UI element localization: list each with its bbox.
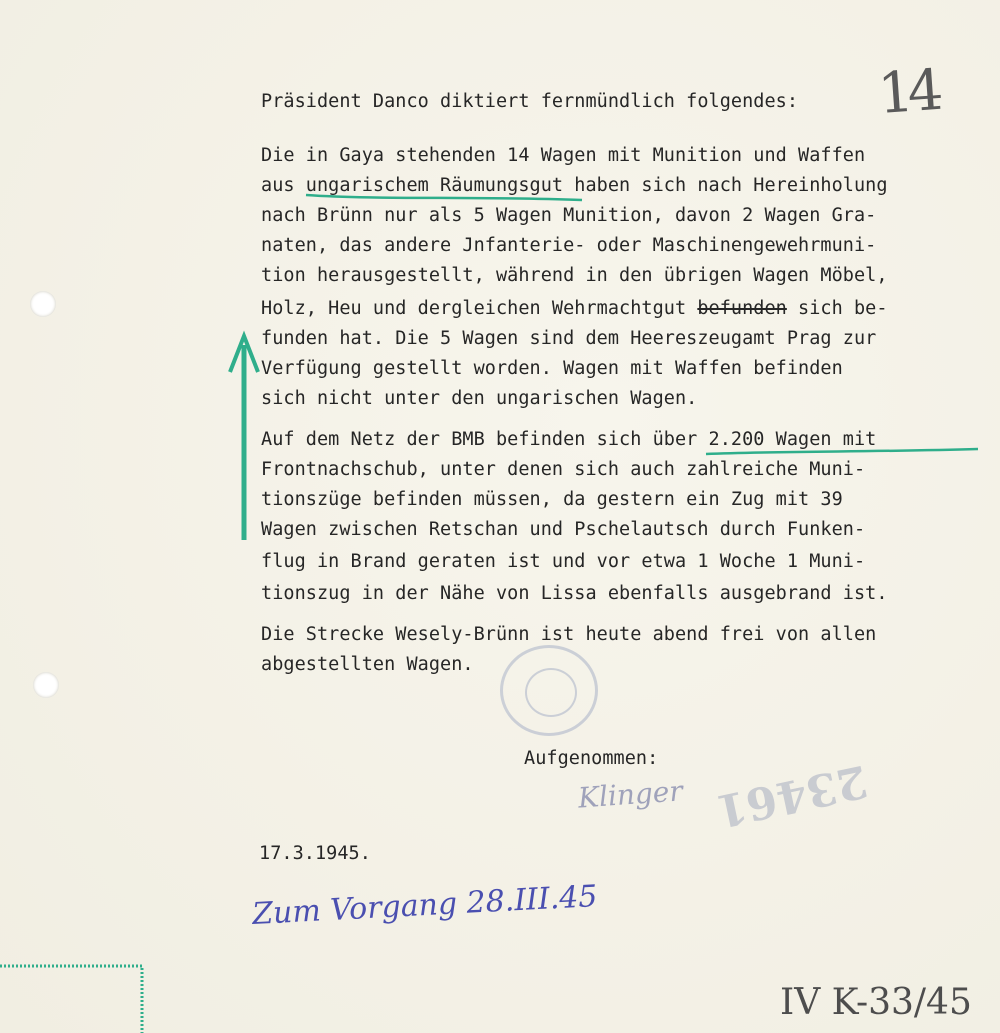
text-line: tionszug in der Nähe von Lissa ebenfalls ausgebrand ist. [261, 583, 888, 604]
stamp-number: 23461 [711, 754, 872, 837]
text-line: funden hat. Die 5 Wagen sind dem Heereszeugamt Prag zur [261, 328, 877, 349]
text-line: sich nicht unter den ungarischen Wagen. [261, 388, 698, 409]
underline-raeumungsgut [306, 195, 582, 200]
text-fragment: sich be- [786, 298, 888, 319]
file-reference: IV K-33/45 [780, 982, 972, 1023]
recorded-label: Aufgenommen: [524, 748, 659, 769]
text-line: abgestellten Wagen. [261, 654, 474, 675]
text-line: Die in Gaya stehenden 14 Wagen mit Munition und Waffen [261, 145, 866, 166]
document-date: 17.3.1945. [259, 843, 371, 864]
handwritten-note: Zum Vorgang 28.III.45 [251, 878, 599, 933]
text-line: Wagen zwischen Retschan und Pschelautsch durch Funken- [261, 519, 866, 540]
text-fragment: Holz, Heu und dergleichen Wehrmachtgut [261, 298, 698, 319]
text-line-heading: Präsident Danco diktiert fernmündlich folgendes: [261, 91, 799, 112]
corner-bracket [0, 966, 142, 1033]
text-line: aus ungarischem Räumungsgut haben sich nach Hereinholung [261, 175, 888, 196]
text-line: Verfügung gestellt worden. Wagen mit Waffen befinden [261, 358, 843, 379]
underline-2200-wagen [706, 449, 978, 454]
text-line: Die Strecke Wesely-Brünn ist heute abend frei von allen [261, 624, 877, 645]
signature: Klinger [576, 774, 684, 815]
text-line: Frontnachschub, unter denen sich auch zahlreiche Muni- [261, 459, 866, 480]
text-line: tion herausgestellt, während in den übrigen Wagen Möbel, [261, 265, 888, 286]
page-number: 14 [875, 58, 940, 127]
text-line: tionszüge befinden müssen, da gestern ein Zug mit 39 [261, 489, 843, 510]
text-line: naten, das andere Jnfanterie- oder Maschinengewehrmuni- [261, 235, 877, 256]
struck-word: befunden [697, 298, 787, 319]
text-line: Auf dem Netz der BMB befinden sich über 2.200 Wagen mit [261, 429, 877, 450]
text-line: nach Brünn nur als 5 Wagen Munition, davon 2 Wagen Gra- [261, 205, 877, 226]
text-line: flug in Brand geraten ist und vor etwa 1 Woche 1 Muni- [261, 551, 866, 572]
